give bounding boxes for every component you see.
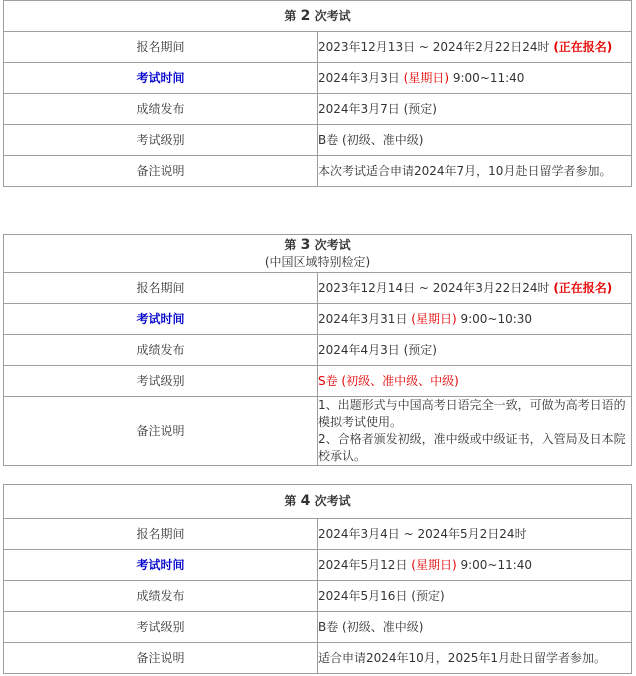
result-label: 成绩发布: [4, 335, 318, 366]
exam-date: 2024年3月31日: [318, 311, 408, 326]
level-value: B卷 (初级、准中级): [318, 125, 632, 156]
exam-3-title-prefix: 第: [284, 237, 297, 252]
registration-label: 报名期间: [4, 32, 318, 63]
exam-3-title-suffix: 次考试: [314, 237, 351, 252]
exam-time-label: 考试时间: [4, 550, 318, 581]
exam-3-title: [4, 235, 632, 273]
exam-3-title-number: 3: [300, 236, 311, 253]
exam-date: 2024年3月3日: [318, 70, 400, 85]
note-label: 备注说明: [4, 643, 318, 674]
exam-4-title-suffix: 次考试: [314, 494, 351, 508]
exam-weekday: (星期日): [411, 557, 457, 572]
registration-label: 报名期间: [4, 519, 318, 550]
note-value: 本次考试适合申请2024年7月，10月赴日留学者参加。: [318, 156, 632, 187]
exam-4-title-number: 4: [300, 493, 311, 509]
exam-date: 2024年5月12日: [318, 557, 408, 572]
registration-label: 报名期间: [4, 273, 318, 304]
registration-period: 2023年12月13日 ~ 2024年2月22日24时: [318, 39, 550, 54]
level-value: S卷 (初级、准中级、中级): [318, 366, 632, 397]
exam-2-title: [4, 1, 632, 32]
exam-hours: 9:00~11:40: [460, 557, 533, 572]
exam-hours: 9:00~11:40: [452, 70, 525, 85]
exam-2-title-prefix: 第: [284, 8, 297, 23]
note-line-1: 1、出题形式与中国高考日语完全一致，可做为高考日语的模拟考试使用。: [318, 398, 626, 429]
registration-value: [318, 32, 632, 63]
result-value: 2024年3月7日 (预定): [318, 94, 632, 125]
note-label: 备注说明: [4, 156, 318, 187]
result-label: 成绩发布: [4, 581, 318, 612]
exam-time-value: [318, 63, 632, 94]
exam-weekday: (星期日): [411, 311, 457, 326]
exam-2-table: [3, 0, 632, 187]
exam-weekday: (星期日): [403, 70, 450, 85]
exam-4-title-prefix: 第: [284, 494, 297, 508]
registration-value: 2024年3月4日 ~ 2024年5月2日24时: [318, 519, 632, 550]
exam-hours: 9:00~10:30: [460, 311, 533, 326]
result-value: 2024年5月16日 (预定): [318, 581, 632, 612]
result-label: 成绩发布: [4, 94, 318, 125]
note-label: 备注说明: [4, 397, 318, 466]
exam-time-label: 考试时间: [4, 304, 318, 335]
registration-status: (正在报名): [553, 280, 613, 295]
note-value: 适合申请2024年10月，2025年1月赴日留学者参加。: [318, 643, 632, 674]
exam-4-title: [4, 485, 632, 519]
note-line-2: 2、合格者颁发初级，准中级或中级证书，入管局及日本院校承认。: [318, 432, 626, 463]
exam-4-table: [3, 484, 632, 674]
exam-time-label: 考试时间: [4, 63, 318, 94]
note-value: [318, 397, 632, 466]
level-label: 考试级别: [4, 612, 318, 643]
result-value: 2024年4月3日 (预定): [318, 335, 632, 366]
registration-period: 2023年12月14日 ~ 2024年3月22日24时: [318, 280, 550, 295]
registration-value: [318, 273, 632, 304]
level-value: B卷 (初级、准中级): [318, 612, 632, 643]
level-label: 考试级别: [4, 125, 318, 156]
exam-time-value: [318, 550, 632, 581]
exam-time-value: [318, 304, 632, 335]
exam-3-table: [3, 234, 632, 466]
exam-2-title-number: 2: [300, 7, 311, 24]
exam-3-subtitle: (中国区域特别检定): [264, 254, 371, 269]
registration-status: (正在报名): [553, 39, 613, 54]
exam-2-title-suffix: 次考试: [314, 8, 351, 23]
level-label: 考试级别: [4, 366, 318, 397]
